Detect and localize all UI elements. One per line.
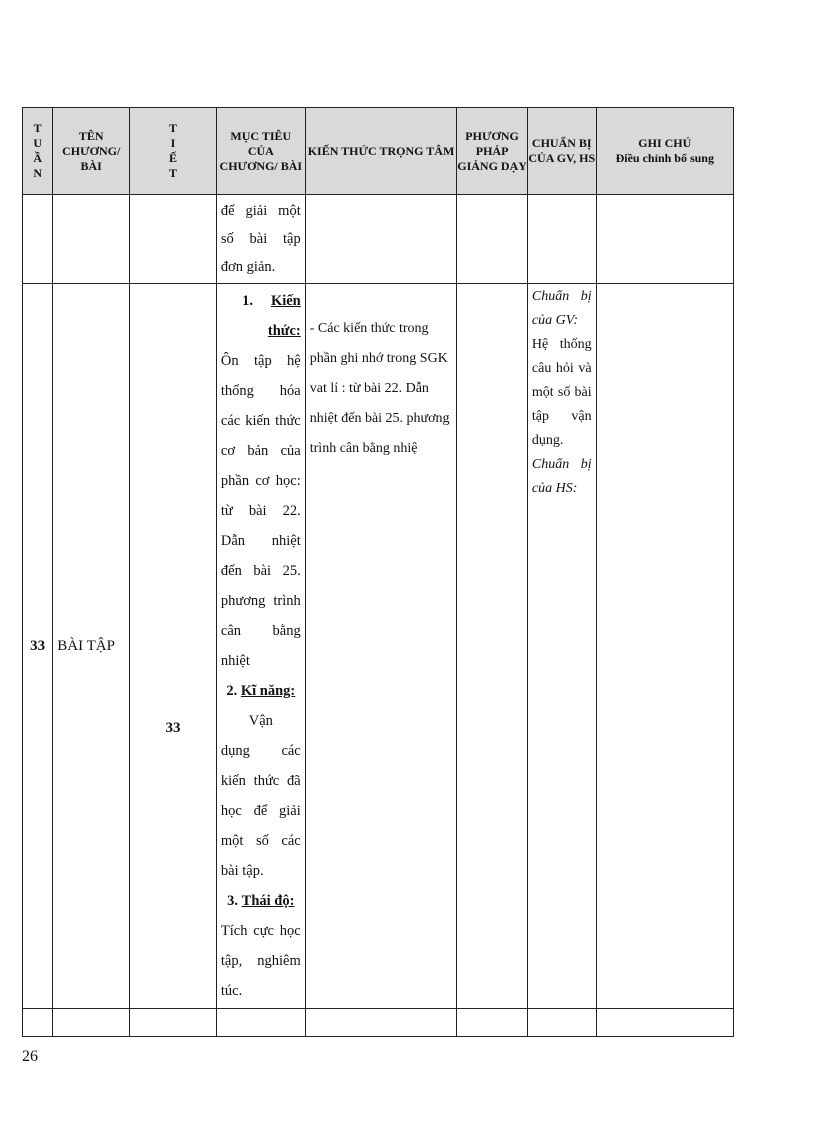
header-preparation: CHUẨN BỊ CỦA GV, HS xyxy=(527,108,596,195)
skills-goal-text: dụng các kiến thức đã học để giải một số các bài tập. xyxy=(220,743,301,879)
key-knowledge-cell: - Các kiến thức trong phần ghi nhớ trong SGK vat lí : từ bài 22. Dẫn nhiệt đến bài 25. phương trình cân bằng nhiệ xyxy=(305,284,456,1009)
knowledge-goal-text: Ôn tập hệ thống hóa các kiến thức cơ bản của phần cơ học: từ bài 22. Dẫn nhiệt đến bài 25. phương trình cân bằng nhiệt xyxy=(220,353,301,669)
continued-goal-cell xyxy=(216,195,305,284)
attitude-goal-text: Tích cực học tập, nghiêm túc. xyxy=(220,923,301,999)
period-cell: 33 xyxy=(130,284,217,1009)
page-number: 26 xyxy=(22,1048,38,1065)
header-lesson-name: TÊN CHƯƠNG/ BÀI xyxy=(53,108,130,195)
lesson-plan-table xyxy=(22,107,734,1037)
header-goals: MỤC TIÊU CỦA CHƯƠNG/ BÀI xyxy=(216,108,305,195)
attitude-heading: 3. Thái độ: xyxy=(227,893,295,909)
header-week: T U Ầ N xyxy=(23,108,53,195)
header-key-knowledge: KIẾN THỨC TRỌNG TÂM xyxy=(305,108,456,195)
method-cell xyxy=(457,284,528,1009)
continued-goal-text: để giải một số bài tập đơn giản. xyxy=(220,203,301,275)
continued-row xyxy=(23,195,734,284)
knowledge-heading: 1. Kiến thức: xyxy=(242,293,301,339)
preparation-cell xyxy=(527,284,596,1009)
header-row xyxy=(23,108,734,195)
goals-cell xyxy=(216,284,305,1009)
teacher-prep-label: Chuẩn bị của GV: xyxy=(531,289,592,328)
notes-cell xyxy=(596,284,733,1009)
student-prep-label: Chuẩn bị của HS: xyxy=(531,457,592,496)
header-method: PHƯƠNG PHÁP GIẢNG DẠY xyxy=(457,108,528,195)
skills-heading: 2. Kĩ năng: xyxy=(226,683,296,699)
lesson-name-cell: BÀI TẬP xyxy=(53,284,130,1009)
empty-row xyxy=(23,1009,734,1037)
lesson-plan-table-wrapper xyxy=(22,107,734,1037)
teacher-prep-text: Hệ thống câu hỏi và một số bài tập vận dụng. xyxy=(531,337,592,448)
week-cell: 33 xyxy=(23,284,53,1009)
header-period: T I Ế T xyxy=(130,108,217,195)
header-notes: GHI CHÚ Điều chỉnh bổ sung xyxy=(596,108,733,195)
lesson-row xyxy=(23,284,734,1009)
skills-goal-text-start: Vận xyxy=(248,713,273,729)
